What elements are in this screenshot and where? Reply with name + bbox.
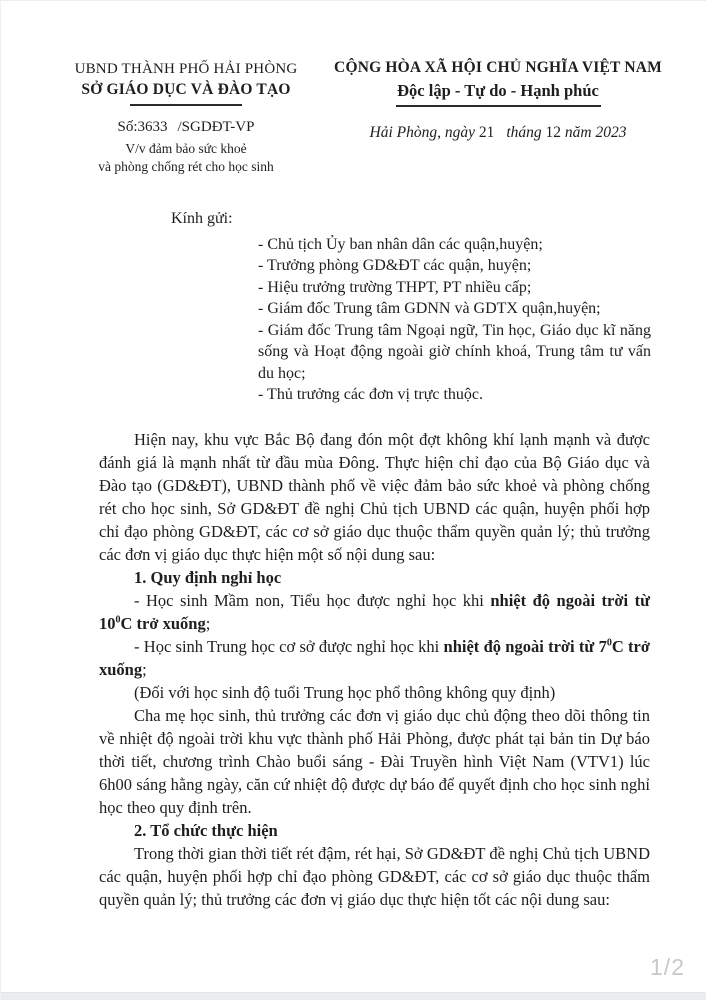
- date-month-label: tháng: [506, 123, 542, 141]
- viewer-bottom-bar: [1, 992, 706, 1000]
- issuing-org-block: [43, 61, 329, 176]
- section-1-heading: 1. Quy định nghỉ học: [134, 568, 282, 587]
- document-number-value: 3633: [137, 118, 168, 135]
- rule2-normal: - Học sinh Trung học cơ sở được nghỉ học khi: [134, 637, 444, 656]
- document-number: [43, 119, 329, 136]
- recipients-label: Kính gửi:: [171, 210, 233, 227]
- national-motto: Độc lập - Tự do - Hạnh phúc: [397, 81, 599, 100]
- recipients-block: [171, 208, 651, 406]
- org-name-underline: [130, 104, 242, 106]
- recipient-item: - Giám đốc Trung tâm Ngoại ngữ, Tin học, Giáo dục kĩ năng sống và Hoạt động ngoài giờ chính khoá, Trung tâm tư vấn du học;: [258, 321, 651, 382]
- section-2-heading: 2. Tổ chức thực hiện: [134, 821, 278, 840]
- weather-monitoring-paragraph: Cha mẹ học sinh, thủ trưởng các đơn vị giáo dục chủ động theo dõi thông tin về nhiệt độ ngoài trời khu vực thành phố Hải Phòng, được phát tại bản tin Dự báo thời tiết, chương trình Chào buổi sáng - Đài Truyền hình Việt Nam (VTV1) lúc 6h00 sáng hằng ngày, căn cứ nhiệt độ được dự báo để quyết định cho học sinh nghỉ học theo quy định trên.: [99, 706, 650, 817]
- date-year: 2023: [595, 123, 627, 141]
- document-number-suffix: /SGDĐT-VP: [177, 118, 255, 135]
- subject-line-1: V/v đảm bảo sức khoẻ: [125, 140, 247, 156]
- national-motto-block: [333, 59, 663, 142]
- date-year-label: năm: [564, 123, 592, 141]
- rule2-bold-post: C trở xuống: [99, 637, 650, 679]
- recipient-item: - Hiệu trưởng trường THPT, PT nhiều cấp;: [258, 278, 532, 296]
- place-dateline: [333, 124, 663, 142]
- rule1-normal: - Học sinh Mầm non, Tiểu học được nghỉ học khi: [134, 591, 491, 610]
- motto-underline: [396, 105, 601, 107]
- rule2-bold-pre: nhiệt độ ngoài trời từ 7: [443, 637, 607, 656]
- recipients-list: [258, 234, 651, 406]
- rule-mamnon-tieuhoc: [99, 589, 650, 635]
- date-place: Hải Phòng, ngày: [369, 123, 475, 141]
- page-indicator: 1/2: [650, 954, 685, 980]
- implementation-paragraph: Trong thời gian thời tiết rét đậm, rét hại, Sở GD&ĐT đề nghị Chủ tịch UBND các quận, huyện phối hợp chỉ đạo phòng GD&ĐT, các cơ sở giáo dục thuộc thẩm quyền quản lý; thủ trưởng các đơn vị giáo dục thực hiện tốt các nội dung sau:: [99, 844, 650, 909]
- recipient-item: - Thủ trưởng các đơn vị trực thuộc.: [258, 386, 484, 403]
- date-day: 21: [478, 123, 495, 141]
- recipient-item: - Trưởng phòng GD&ĐT các quận, huyện;: [258, 257, 532, 274]
- subject-line-2: và phòng chống rét cho học sinh: [98, 158, 274, 174]
- date-month: 12: [545, 123, 562, 141]
- intro-paragraph: Hiện nay, khu vực Bắc Bộ đang đón một đợt không khí lạnh mạnh và được đánh giá là mạnh nhất từ đầu mùa Đông. Thực hiện chỉ đạo của Bộ Giáo dục và Đào tạo (GD&ĐT), UBND thành phố về việc đảm bảo sức khoẻ và phòng chống rét cho học sinh, Sở GD&ĐT đề nghị Chủ tịch UBND các quận, huyện phối hợp chỉ đạo phòng GD&ĐT, các cơ sở giáo dục thuộc thẩm quyền quản lý; thủ trưởng các đơn vị giáo dục thực hiện một số nội dung sau:: [99, 430, 650, 564]
- org-name: SỞ GIÁO DỤC VÀ ĐÀO TẠO: [81, 81, 291, 98]
- org-parent-name: UBND THÀNH PHỐ HẢI PHÒNG: [74, 61, 298, 77]
- recipient-item: - Chủ tịch Ủy ban nhân dân các quận,huyện;: [258, 235, 543, 253]
- rule1-bold-pre: nhiệt độ ngoài trời từ 10: [99, 591, 650, 633]
- rule1-tail: ;: [205, 614, 211, 633]
- document-body: [99, 428, 650, 911]
- rule2-superscript: 0: [606, 637, 612, 649]
- rule1-superscript: 0: [115, 614, 121, 626]
- rule-trunghoccoso: [99, 635, 650, 681]
- rule2-tail: ;: [142, 660, 147, 679]
- rule1-bold-post: C trở xuống: [120, 614, 206, 633]
- recipient-item: - Giám đốc Trung tâm GDNN và GDTX quận,huyện;: [258, 300, 601, 317]
- national-title: CỘNG HÒA XÃ HỘI CHỦ NGHĨA VIỆT NAM: [334, 59, 662, 76]
- document-number-label: Số:: [117, 118, 138, 135]
- thpt-note: (Đối với học sinh độ tuổi Trung học phổ thông không quy định): [134, 683, 556, 702]
- document-subject: [43, 140, 329, 176]
